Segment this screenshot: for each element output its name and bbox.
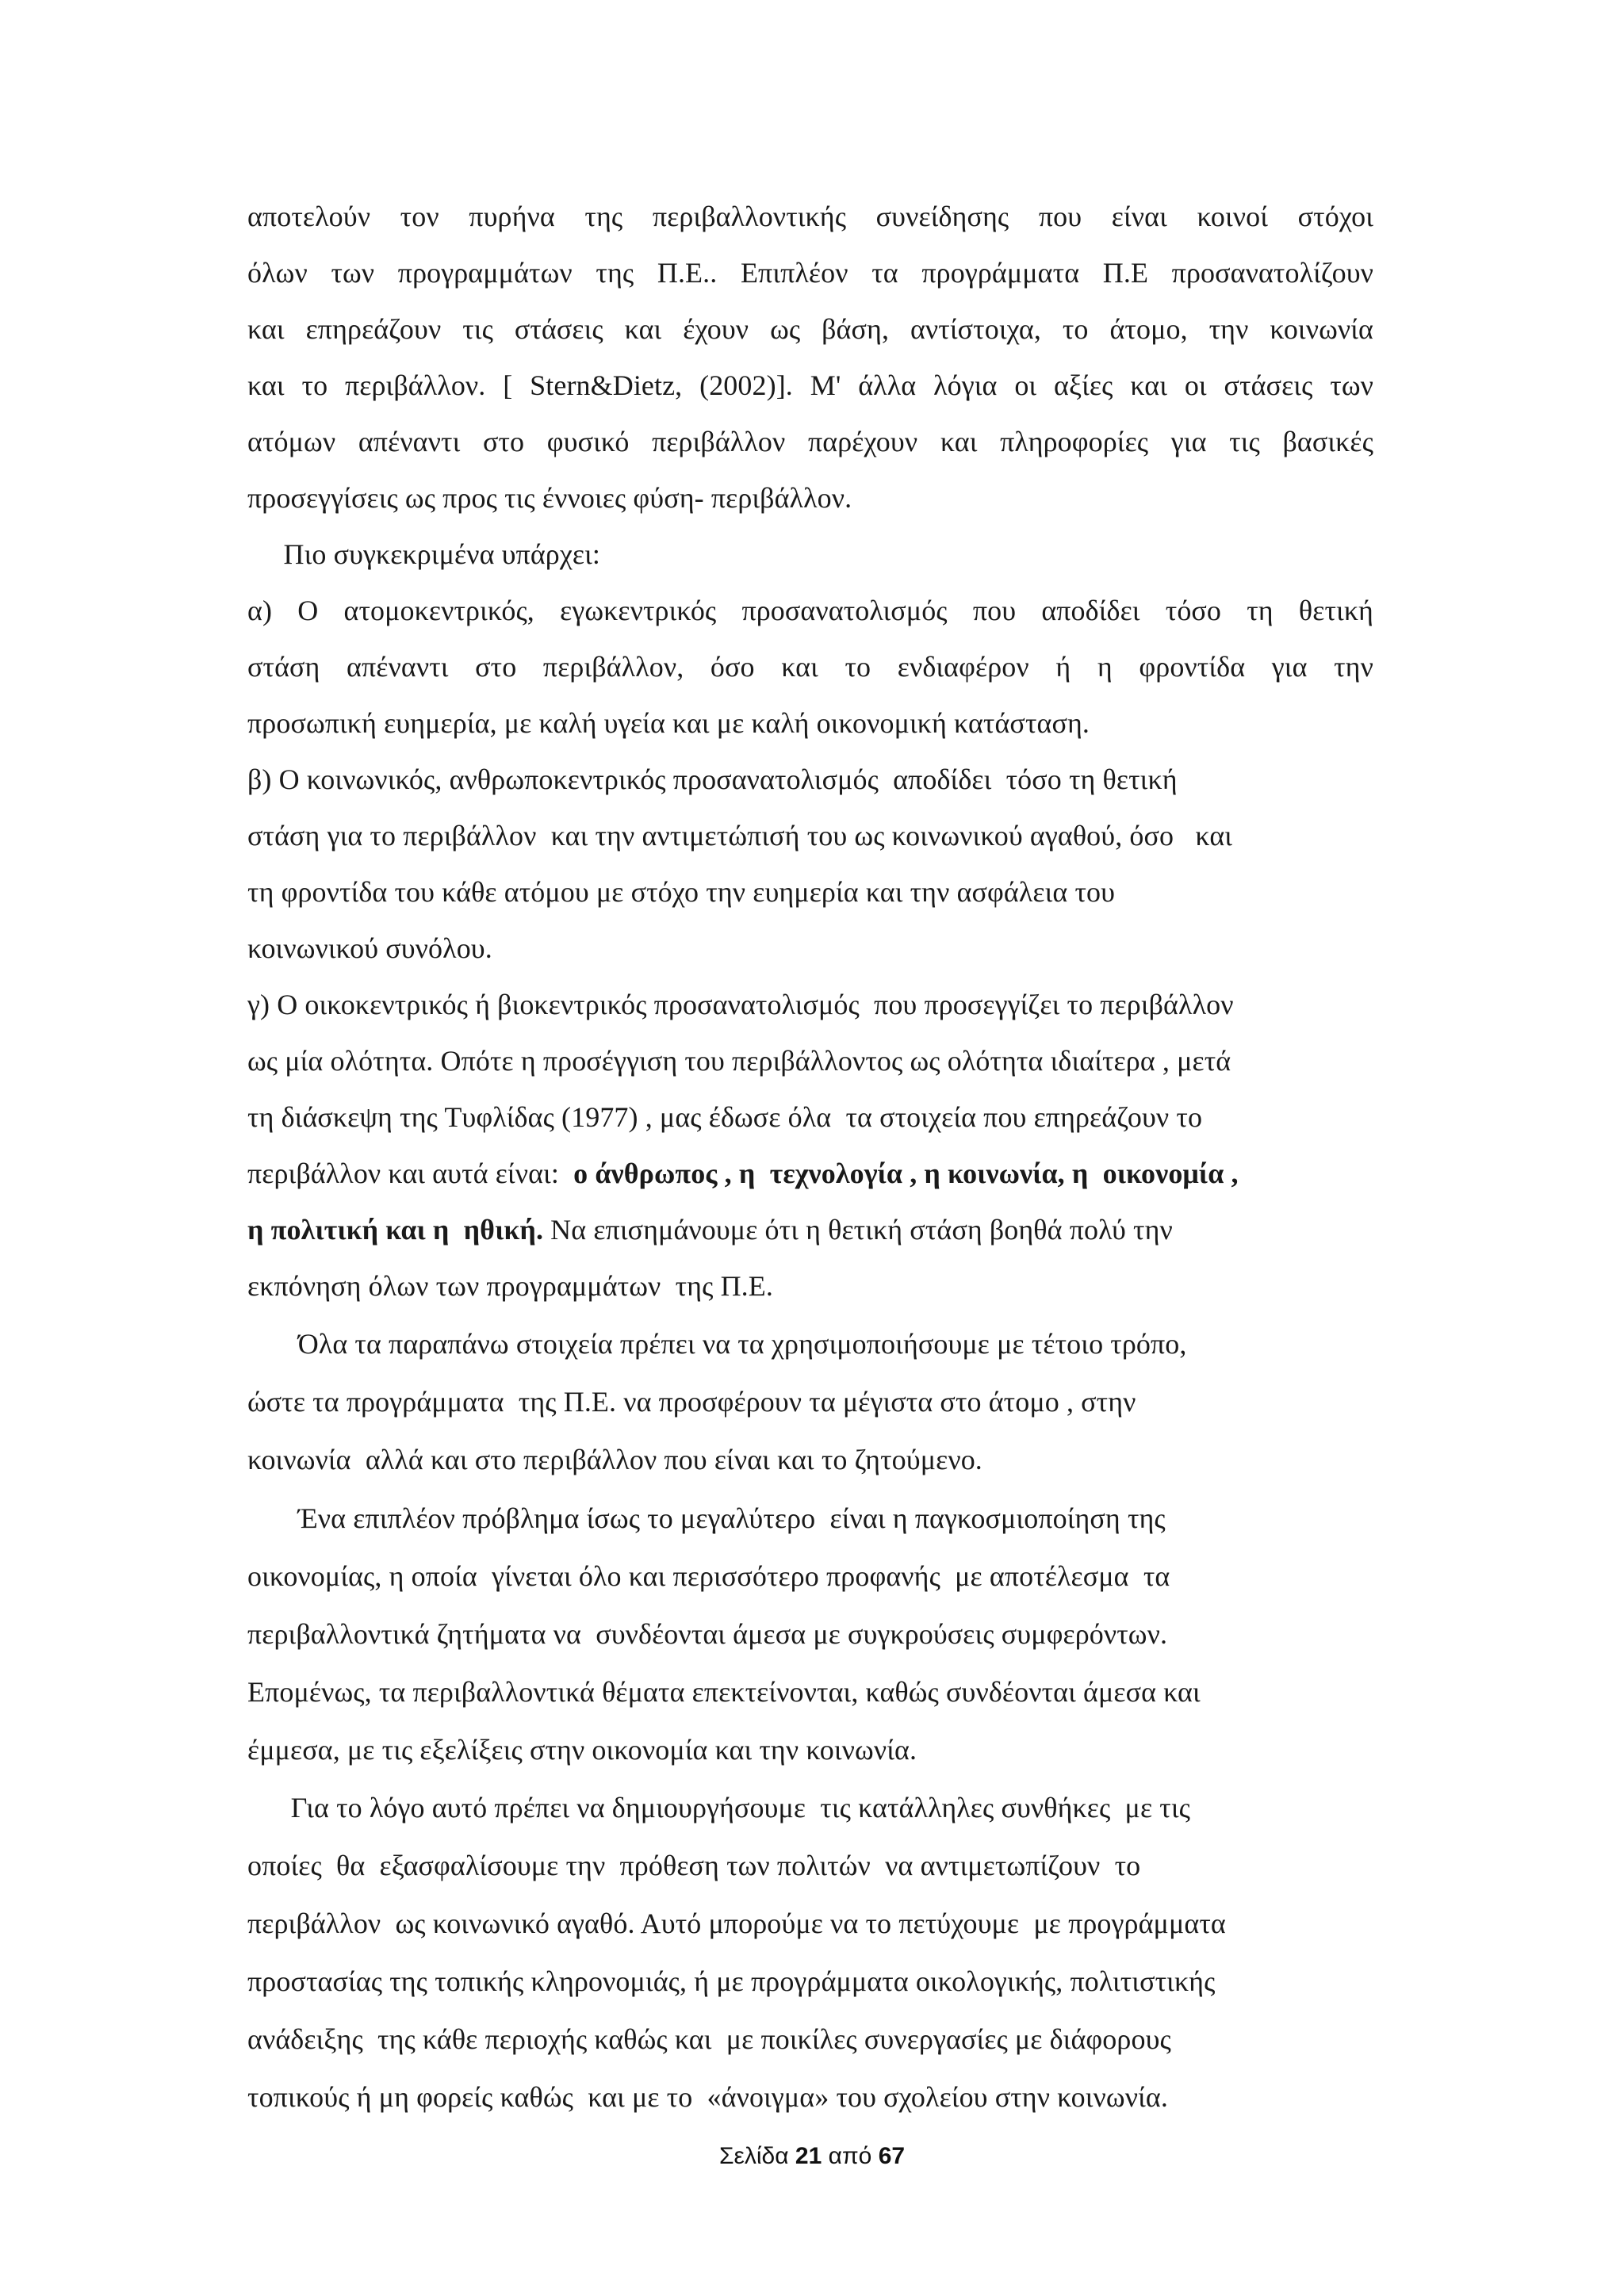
text-line: Για το λόγο αυτό πρέπει να δημιουργήσουμε τις κατάλληλες συνθήκες με τις — [247, 1792, 1190, 1823]
text-line: ώστε τα προγράμματα της Π.Ε. να προσφέρουν τα μέγιστα στο άτομο , στην — [247, 1386, 1136, 1418]
text-line: κοινωνία αλλά και στο περιβάλλον που είναι και το ζητούμενο. — [247, 1444, 982, 1475]
text-line: Ένα επιπλέον πρόβλημα ίσως το μεγαλύτερο είναι η παγκοσμιοποίηση της — [247, 1502, 1166, 1534]
text-line: στάση για το περιβάλλον και την αντιμετώπισή του ως κοινωνικού αγαθού, όσο και — [247, 820, 1233, 851]
text-line: ως μία ολότητα. Οπότε η προσέγγιση του περιβάλλοντος ως ολότητα ιδιαίτερα , μετά — [247, 1045, 1231, 1077]
footer-separator: από — [822, 2143, 879, 2169]
text-line: κοινωνικού συνόλου. — [247, 932, 492, 964]
text-line: οικονομίας, η οποία γίνεται όλο και περισσότερο προφανής με αποτέλεσμα τα — [247, 1560, 1170, 1592]
text-line: β) Ο κοινωνικός, ανθρωποκεντρικός προσανατολισμός αποδίδει τόσο τη θετική — [247, 763, 1178, 795]
text-line: Επομένως, τα περιβαλλοντικά θέματα επεκτείνονται, καθώς συνδέονται άμεσα και — [247, 1676, 1201, 1708]
bold-text-segment: η πολιτική και η ηθική. — [247, 1214, 544, 1246]
text-line: τη διάσκεψη της Τυφλίδας (1977) , μας έδωσε όλα τα στοιχεία που επηρεάζουν το — [247, 1101, 1203, 1133]
text-line: προστασίας της τοπικής κληρονομιάς, ή με προγράμματα οικολογικής, πολιτιστικής — [247, 1965, 1216, 1997]
text-line: τοπικούς ή μη φορείς καθώς και με το «άνοιγμα» του σχολείου στην κοινωνία. — [247, 2081, 1168, 2113]
text-line: και το περιβάλλον. [ Stern&Dietz, (2002)]. Μ' άλλα λόγια οι αξίες και οι στάσεις των — [247, 369, 1373, 401]
page-footer — [0, 2141, 1624, 2172]
text-line: στάση απέναντι στο περιβάλλον, όσο και το ενδιαφέρον ή η φροντίδα για την — [247, 651, 1373, 683]
text-line: οποίες θα εξασφαλίσουμε την πρόθεση των πολιτών να αντιμετωπίζουν το — [247, 1850, 1141, 1881]
text-line: τη φροντίδα του κάθε ατόμου με στόχο την ευημερία και την ασφάλεια του — [247, 876, 1116, 908]
text-segment: περιβάλλον και αυτά είναι: — [247, 1158, 574, 1189]
text-line: εκπόνηση όλων των προγραμμάτων της Π.Ε. — [247, 1270, 773, 1302]
text-line: έμμεσα, με τις εξελίξεις στην οικονομία και την κοινωνία. — [247, 1734, 917, 1766]
page-number: 21 — [795, 2143, 822, 2169]
text-line: περιβάλλον ως κοινωνικό αγαθό. Αυτό μπορούμε να το πετύχουμε με προγράμματα — [247, 1908, 1226, 1939]
text-line-mixed — [247, 1212, 1173, 1247]
text-line-mixed — [247, 1156, 1239, 1191]
text-line: προσεγγίσεις ως προς τις έννοιες φύση- περιβάλλον. — [247, 482, 852, 514]
text-line: περιβαλλοντικά ζητήματα να συνδέονται άμεσα με συγκρούσεις συμφερόντων. — [247, 1618, 1168, 1650]
text-line: ατόμων απέναντι στο φυσικό περιβάλλον παρέχουν και πληροφορίες για τις βασικές — [247, 426, 1373, 457]
text-line: γ) Ο οικοκεντρικός ή βιοκεντρικός προσανατολισμός που προσεγγίζει το περιβάλλον — [247, 989, 1234, 1020]
text-line: και επηρεάζουν τις στάσεις και έχουν ως βάση, αντίστοιχα, το άτομο, την κοινωνία — [247, 313, 1373, 345]
total-pages: 67 — [878, 2143, 906, 2169]
text-segment: Να επισημάνουμε ότι η θετική στάση βοηθά πολύ την — [543, 1214, 1173, 1246]
text-line: όλων των προγραμμάτων της Π.Ε.. Επιπλέον τα προγράμματα Π.Ε προσανατολίζουν — [247, 257, 1373, 289]
text-line: Πιο συγκεκριμένα υπάρχει: — [247, 538, 601, 570]
text-line: ανάδειξης της κάθε περιοχής καθώς και με ποικίλες συνεργασίες με διάφορους — [247, 2023, 1171, 2055]
text-line: Όλα τα παραπάνω στοιχεία πρέπει να τα χρησιμοποιήσουμε με τέτοιο τρόπο, — [247, 1328, 1187, 1360]
text-line: αποτελούν τον πυρήνα της περιβαλλοντικής συνείδησης που είναι κοινοί στόχοι — [247, 201, 1373, 232]
text-line: προσωπική ευημερία, με καλή υγεία και με καλή οικονομική κατάσταση. — [247, 707, 1090, 739]
footer-label: Σελίδα — [718, 2143, 795, 2169]
bold-text-segment: ο άνθρωπος , η τεχνολογία , η κοινωνία, η οικονομία , — [573, 1158, 1239, 1189]
text-line: α) Ο ατομοκεντρικός, εγωκεντρικός προσανατολισμός που αποδίδει τόσο τη θετική — [247, 595, 1373, 626]
